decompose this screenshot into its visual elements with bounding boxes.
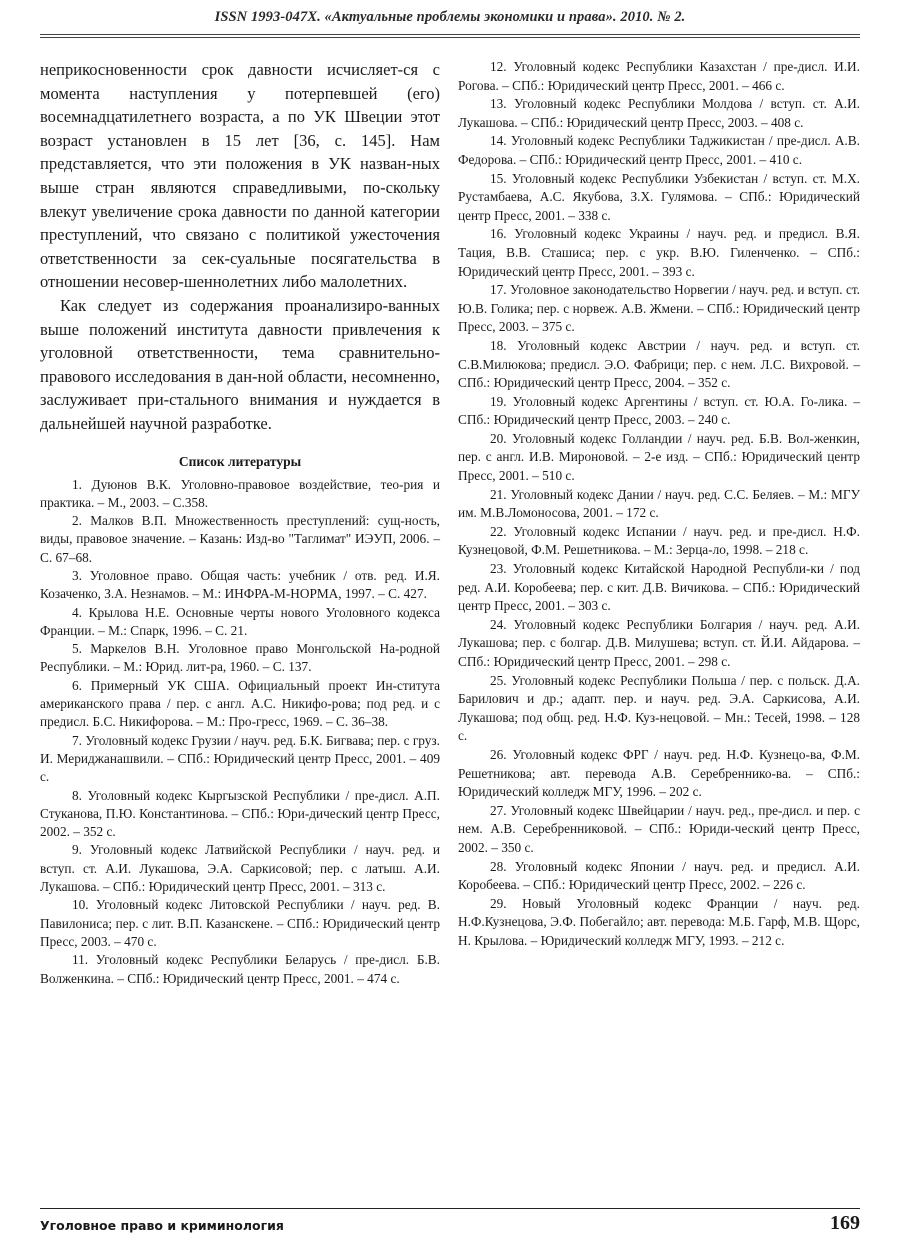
reference-item: 5. Маркелов В.Н. Уголовное право Монгольской На-родной Республики. – М.: Юрид. лит-ра, 1960. – С. 137. xyxy=(40,641,440,675)
references-title: Список литературы xyxy=(178,453,302,469)
reference-item: 20. Уголовный кодекс Голландии / науч. ред. Б.В. Вол-женкин, пер. с англ. И.В. Мироновой. – 2-е изд. – СПб.: Юридический центр Пресс, 2001. – 510 с. xyxy=(458,430,860,484)
reference-item: 7. Уголовный кодекс Грузии / науч. ред. Б.К. Бигвава; пер. с груз. И. Мериджанашвили. – СПб.: Юридический центр Пресс, 2001. – 409 с. xyxy=(40,732,440,785)
reference-item: 28. Уголовный кодекс Японии / науч. ред. и предисл. А.И. Коробеева. – СПб.: Юридический центр Пресс, 2002. – 226 с. xyxy=(458,858,860,893)
header-rule xyxy=(40,34,860,35)
reference-item: 29. Новый Уголовный кодекс Франции / науч. ред. Н.Ф.Кузнецова, Э.Ф. Побегайло; авт. перевода: М.Б. Гарф, М.В. Щорс, Н. Крылова. – Юридический колледж МГУ, 1993. – 212 с. xyxy=(458,895,860,948)
body-paragraph-1: неприкосновенности срок давности исчисляет-ся с момента наступления у потерпевшей (его) восемнадцатилетнего возраста, а по УК Швеции этот возраст установлен в 15 лет [36, с. 145]. Нам представляется, что эти положения в УК назван-ных выше стран являются справедливыми, по-скольку влекут увеличение срока давности по данной категории преступлений, что связано с политикой ужесточения ответственности за сек-суальные посягательства в отношении несовер-шеннолетних либо малолетних. xyxy=(40,60,440,292)
reference-item: 6. Примерный УК США. Официальный проект Ин-ститута американского права / пер. с англ. А.С. Никифо-рова; под ред. и с предисл. Б.С. Никифорова. – М.: Про-гресс, 1969. – С. 36–38. xyxy=(40,677,440,730)
reference-item: 18. Уголовный кодекс Австрии / науч. ред. и вступ. ст. С.В.Милюкова; предисл. Э.О. Фабрици; пер. с нем. Л.С. Вихровой. – СПб.: Юридический центр Пресс, 2004. – 352 с. xyxy=(458,337,860,391)
reference-item: 25. Уголовный кодекс Республики Польша / пер. с польск. Д.А. Барилович и др.; адапт. пер. и науч. ред. Э.А. Саркисова, А.И. Лукашова; под общ. ред. Н.Ф. Куз-нецовой. – Мн.: Тесей, 1998. – 128 с. xyxy=(458,672,860,744)
right-column xyxy=(458,58,860,951)
reference-item: 9. Уголовный кодекс Латвийской Республики / науч. ред. и вступ. ст. А.И. Лукашова, Э.А. Саркисовой; пер. с латыш. А.И. Лукашова. – СПб.: Юридический центр Пресс, 2001. – 313 с. xyxy=(40,842,440,895)
reference-item: 10. Уголовный кодекс Литовской Республики / науч. ред. В. Павилониса; пер. с лит. В.П. Казанскене. – СПб.: Юридический центр Пресс, 2003. – 470 с. xyxy=(40,897,440,949)
reference-item: 12. Уголовный кодекс Республики Казахстан / пре-дисл. И.И. Рогова. – СПб.: Юридический центр Пресс, 2001. – 466 с. xyxy=(458,59,860,93)
reference-item: 1. Дуюнов В.К. Уголовно-правовое воздействие, тео-рия и практика. – М., 2003. – С.358. xyxy=(40,476,440,510)
reference-item: 8. Уголовный кодекс Кыргызской Республики / пре-дисл. А.П. Стуканова, П.Ю. Константинова. – СПб.: Юри-дический центр Пресс, 2002. – 352 с. xyxy=(40,787,440,840)
reference-item: 17. Уголовное законодательство Норвегии / науч. ред. и вступ. ст. Ю.В. Голика; пер. с норвеж. А.В. Жмени. – СПб.: Юридический центр Пресс, 2003. – 375 с. xyxy=(458,282,860,335)
page-number: 169 xyxy=(830,1212,860,1234)
reference-item: 24. Уголовный кодекс Республики Болгария / науч. ред. А.И. Лукашова; пер. с болгар. Д.В. Милушева; вступ. ст. Й.И. Айдарова. – СПб.: Юридический центр Пресс, 2001. – 298 с. xyxy=(458,616,860,669)
reference-item: 27. Уголовный кодекс Швейцарии / науч. ред., пре-дисл. и пер. с нем. А.В. Серебренниковой. – СПб.: Юриди-ческий центр Пресс, 2002. – 350 с. xyxy=(458,802,860,855)
body-paragraph-2: Как следует из содержания проанализиро-ванных выше положений института давности привлечения к уголовной ответственности, тема сравнительно-правового исследования в дан-ной области, несомненно, заслуживает при-стального внимания и нуждается в дальнейшей научной разработке. xyxy=(40,295,440,433)
reference-item: 26. Уголовный кодекс ФРГ / науч. ред. Н.Ф. Кузнецо-ва, Ф.М. Решетникова; авт. перевода А.В. Серебреннико-ва. – СПб.: Юридический колледж МГУ, 1996. – 202 с. xyxy=(458,746,860,800)
footer-rule xyxy=(40,1208,860,1209)
left-column xyxy=(40,58,440,988)
reference-item: 2. Малков В.П. Множественность преступлений: сущ-ность, виды, правовое значение. – Казань: Изд-во "Таглимат" ИЭУП, 2006. – С. 67–68. xyxy=(40,513,440,565)
reference-item: 22. Уголовный кодекс Испании / науч. ред. и пре-дисл. Н.Ф. Кузнецовой, Ф.М. Решетникова. – М.: Зерца-ло, 1998. – 218 с. xyxy=(458,523,860,558)
reference-item: 11. Уголовный кодекс Республики Беларусь / пре-дисл. Б.В. Волженкина. – СПб.: Юридический центр Пресс, 2001. – 474 с. xyxy=(40,952,440,986)
reference-item: 14. Уголовный кодекс Республики Таджикистан / пре-дисл. А.В. Федорова. – СПб.: Юридический центр Пресс, 2001. – 410 с. xyxy=(458,133,860,167)
reference-item: 19. Уголовный кодекс Аргентины / вступ. ст. Ю.А. Го-лика. – СПб.: Юридический центр Пресс, 2003. – 240 с. xyxy=(458,393,860,428)
reference-item: 21. Уголовный кодекс Дании / науч. ред. С.С. Беляев. – М.: МГУ им. М.В.Ломоносова, 2001. – 172 с. xyxy=(458,486,860,521)
reference-item: 3. Уголовное право. Общая часть: учебник / отв. ред. И.Я. Козаченко, З.А. Незнамов. – М.: ИНФРА-М-НОРМА, 1997. – С. 427. xyxy=(40,567,440,602)
footer-section-title: Уголовное право и криминология xyxy=(40,1218,284,1233)
reference-item: 4. Крылова Н.Е. Основные черты нового Уголовного кодекса Франции. – М.: Спарк, 1996. – С. 21. xyxy=(40,604,440,638)
reference-item: 15. Уголовный кодекс Республики Узбекистан / вступ. ст. М.Х. Рустамбаева, А.С. Якубова, З.Х. Гулямова. – СПб.: Юридический центр Пресс, 2001. – 338 с. xyxy=(458,170,860,223)
journal-header: ISSN 1993-047X. «Актуальные проблемы экономики и права». 2010. № 2. xyxy=(214,9,686,25)
reference-item: 16. Уголовный кодекс Украины / науч. ред. и предисл. В.Я. Тация, В.В. Сташиса; пер. с укр. В.Ю. Гиленченко. – СПб.: Юридический центр Пресс, 2001. – 393 с. xyxy=(458,226,860,279)
reference-item: 13. Уголовный кодекс Республики Молдова / вступ. ст. А.И. Лукашова. – СПб.: Юридический центр Пресс, 2003. – 408 с. xyxy=(458,96,860,130)
header-rule-secondary xyxy=(40,37,860,38)
reference-item: 23. Уголовный кодекс Китайской Народной Республи-ки / под ред. А.И. Коробеева; пер. с кит. Д.В. Вичикова. – СПб.: Юридический центр Пресс, 2001. – 303 с. xyxy=(458,561,860,614)
